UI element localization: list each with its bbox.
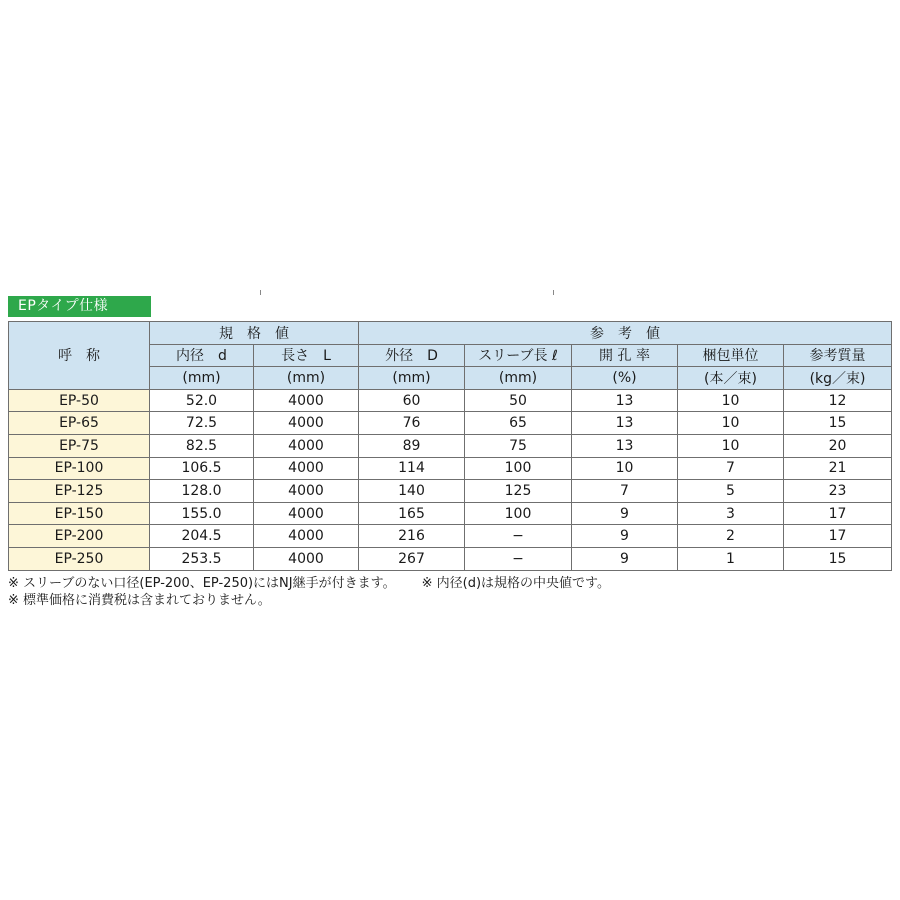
cell-open-ratio: 13 (572, 389, 678, 412)
cell-sleeve-length: − (465, 525, 572, 548)
cell-length: 4000 (254, 434, 359, 457)
cell-sleeve-length: 50 (465, 389, 572, 412)
cell-inner-diameter: 253.5 (150, 547, 254, 570)
row-name-cell: EP-125 (9, 480, 150, 503)
cell-length: 4000 (254, 389, 359, 412)
cell-open-ratio: 13 (572, 434, 678, 457)
row-name-cell: EP-150 (9, 502, 150, 525)
cell-outer-diameter: 216 (359, 525, 465, 548)
cell-outer-diameter: 89 (359, 434, 465, 457)
cell-ref-mass: 15 (784, 412, 892, 435)
cell-inner-diameter: 82.5 (150, 434, 254, 457)
cell-open-ratio: 13 (572, 412, 678, 435)
col-length: 長さ L (254, 344, 359, 367)
unit-open-ratio: (%) (572, 367, 678, 390)
unit-inner-diameter: (mm) (150, 367, 254, 390)
cell-open-ratio: 9 (572, 547, 678, 570)
cell-length: 4000 (254, 525, 359, 548)
footnote-inner-diameter: ※ 内径(d)は規格の中央値です。 (421, 576, 610, 591)
cell-outer-diameter: 114 (359, 457, 465, 480)
row-name-cell: EP-65 (9, 412, 150, 435)
col-inner-diameter: 内径 d (150, 344, 254, 367)
table-row (9, 502, 892, 525)
cell-sleeve-length: − (465, 547, 572, 570)
footnote-row (8, 592, 610, 609)
cell-length: 4000 (254, 412, 359, 435)
cell-ref-mass: 23 (784, 480, 892, 503)
cell-open-ratio: 7 (572, 480, 678, 503)
cell-inner-diameter: 106.5 (150, 457, 254, 480)
group-header-ref: 参 考 値 (359, 322, 892, 345)
unit-length: (mm) (254, 367, 359, 390)
cell-inner-diameter: 128.0 (150, 480, 254, 503)
table-row (9, 389, 892, 412)
cell-ref-mass: 17 (784, 525, 892, 548)
cell-outer-diameter: 76 (359, 412, 465, 435)
footnote-no-sleeve: ※ スリーブのない口径(EP-200、EP-250)にはNJ継手が付きます。 (8, 576, 396, 591)
cell-ref-mass: 12 (784, 389, 892, 412)
crop-mark (553, 290, 554, 295)
cell-length: 4000 (254, 457, 359, 480)
cell-pack-unit: 10 (678, 434, 784, 457)
name-header: 呼 称 (9, 322, 150, 390)
cell-ref-mass: 17 (784, 502, 892, 525)
cell-length: 4000 (254, 502, 359, 525)
row-name-cell: EP-100 (9, 457, 150, 480)
unit-outer-diameter: (mm) (359, 367, 465, 390)
unit-sleeve-length: (mm) (465, 367, 572, 390)
footnotes (8, 575, 610, 609)
table-row (9, 480, 892, 503)
spec-table (8, 321, 892, 571)
unit-ref-mass: (kg／束) (784, 367, 892, 390)
col-pack-unit: 梱包単位 (678, 344, 784, 367)
cell-pack-unit: 10 (678, 412, 784, 435)
section-title: EPタイプ仕様 (8, 296, 151, 317)
cell-length: 4000 (254, 480, 359, 503)
col-outer-diameter: 外径 D (359, 344, 465, 367)
cell-outer-diameter: 60 (359, 389, 465, 412)
footnote-row (8, 575, 610, 592)
cell-outer-diameter: 267 (359, 547, 465, 570)
col-ref-mass: 参考質量 (784, 344, 892, 367)
table-row (9, 547, 892, 570)
row-name-cell: EP-75 (9, 434, 150, 457)
cell-sleeve-length: 125 (465, 480, 572, 503)
footnote-tax: ※ 標準価格に消費税は含まれておりません。 (8, 593, 271, 608)
cell-ref-mass: 20 (784, 434, 892, 457)
col-sleeve-length: スリーブ長 ℓ (465, 344, 572, 367)
table-row (9, 457, 892, 480)
cell-pack-unit: 1 (678, 547, 784, 570)
row-name-cell: EP-250 (9, 547, 150, 570)
cell-outer-diameter: 165 (359, 502, 465, 525)
cell-inner-diameter: 52.0 (150, 389, 254, 412)
cell-pack-unit: 7 (678, 457, 784, 480)
cell-inner-diameter: 204.5 (150, 525, 254, 548)
table-row (9, 434, 892, 457)
cell-open-ratio: 10 (572, 457, 678, 480)
cell-ref-mass: 21 (784, 457, 892, 480)
col-open-ratio: 開 孔 率 (572, 344, 678, 367)
table-row (9, 412, 892, 435)
cell-inner-diameter: 155.0 (150, 502, 254, 525)
cell-pack-unit: 10 (678, 389, 784, 412)
row-name-cell: EP-50 (9, 389, 150, 412)
cell-pack-unit: 5 (678, 480, 784, 503)
cell-pack-unit: 3 (678, 502, 784, 525)
table-row (9, 525, 892, 548)
group-header-spec: 規 格 値 (150, 322, 359, 345)
crop-mark (260, 290, 261, 295)
cell-open-ratio: 9 (572, 502, 678, 525)
cell-outer-diameter: 140 (359, 480, 465, 503)
cell-sleeve-length: 65 (465, 412, 572, 435)
cell-sleeve-length: 100 (465, 457, 572, 480)
cell-inner-diameter: 72.5 (150, 412, 254, 435)
cell-open-ratio: 9 (572, 525, 678, 548)
unit-pack-unit: (本／束) (678, 367, 784, 390)
cell-sleeve-length: 75 (465, 434, 572, 457)
cell-ref-mass: 15 (784, 547, 892, 570)
row-name-cell: EP-200 (9, 525, 150, 548)
cell-sleeve-length: 100 (465, 502, 572, 525)
cell-pack-unit: 2 (678, 525, 784, 548)
cell-length: 4000 (254, 547, 359, 570)
